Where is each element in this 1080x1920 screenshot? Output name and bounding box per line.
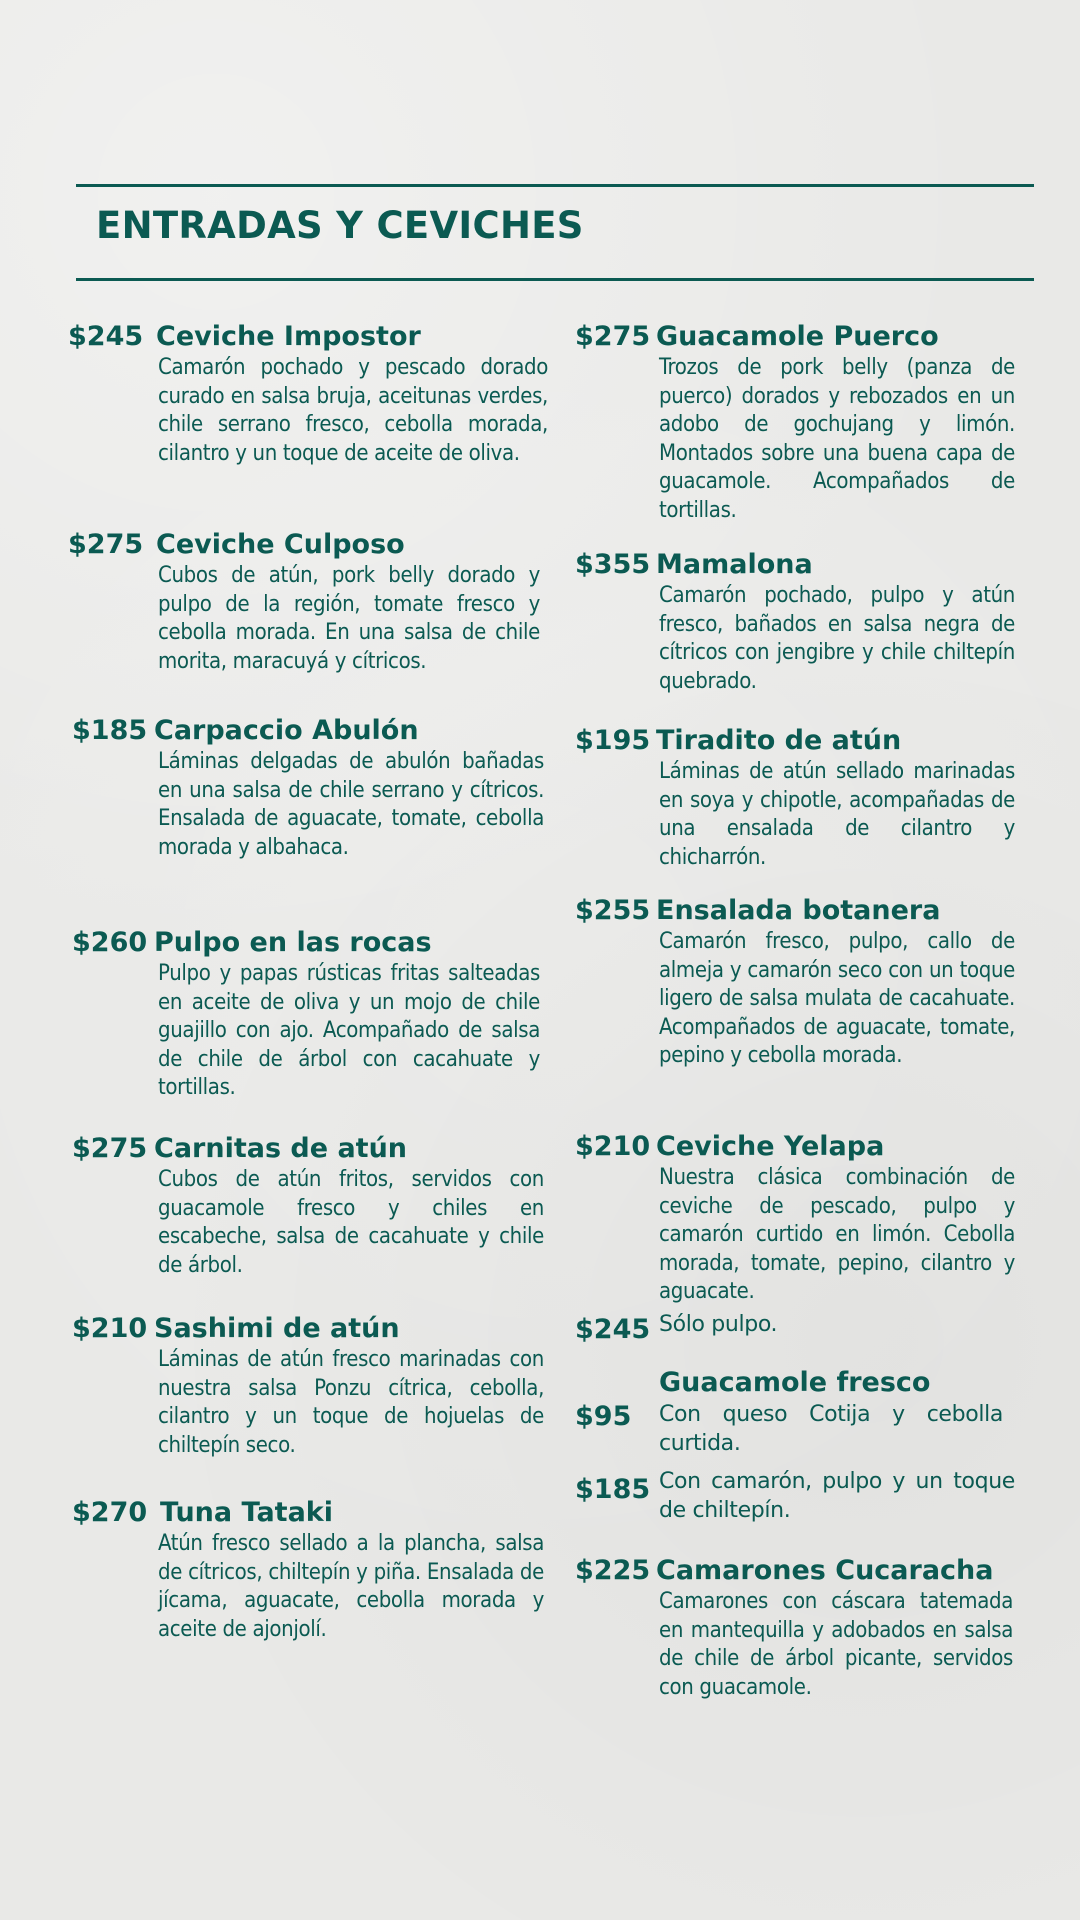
item-price: $270 xyxy=(72,1497,148,1528)
bottom-divider xyxy=(76,278,1034,281)
item-description: Láminas de atún sellado marinadas en soya y chipotle, acompañadas de una ensalada de cilantro y chicharrón. xyxy=(659,759,1015,870)
item-price: $245 xyxy=(68,321,144,352)
item-price: $185 xyxy=(72,715,148,746)
variant-text: Sólo pulpo. xyxy=(659,1312,778,1337)
item-price: $195 xyxy=(575,725,651,756)
item-price: $210 xyxy=(575,1131,651,1162)
item-name: Ceviche Impostor xyxy=(156,321,421,352)
item-price: $210 xyxy=(72,1313,148,1344)
top-divider xyxy=(76,184,1034,187)
variant-price: $245 xyxy=(575,1314,651,1345)
option-text: Con queso Cotija y cebolla curtida. xyxy=(659,1402,1003,1456)
item-name: Camarones Cucaracha xyxy=(656,1555,994,1586)
item-name: Guacamole fresco xyxy=(659,1367,931,1398)
item-name: Ensalada botanera xyxy=(656,895,941,926)
option-price: $185 xyxy=(575,1474,651,1505)
item-name: Tuna Tataki xyxy=(160,1497,334,1528)
menu-item xyxy=(72,714,550,862)
option-text: Con camarón, pulpo y un toque de chiltepín. xyxy=(659,1469,1015,1523)
menu-item xyxy=(68,320,550,468)
menu-item xyxy=(575,320,1015,526)
item-name: Pulpo en las rocas xyxy=(154,927,432,958)
item-name: Tiradito de atún xyxy=(656,725,902,756)
item-price: $275 xyxy=(72,1133,148,1164)
item-price: $225 xyxy=(575,1555,651,1586)
item-description: Camarones con cáscara tatemada en mantequilla y adobados en salsa de chile de árbol picante, servidos con guacamole. xyxy=(659,1589,1013,1700)
section-title: ENTRADAS Y CEVICHES xyxy=(96,204,584,247)
item-description: Pulpo y papas rústicas fritas salteadas en aceite de oliva y un mojo de chile guajillo con ajo. Acompañado de salsa de chile de árbol con cacahuate y tortillas. xyxy=(158,961,540,1101)
item-description: Trozos de pork belly (panza de puerco) dorados y rebozados en un adobo de gochujang y limón. Montados sobre una buena capa de guacamole. Acompañados de tortillas. xyxy=(659,355,1015,523)
item-description: Camarón fresco, pulpo, callo de almeja y camarón seco con un toque ligero de salsa mulata de cacahuate. Acompañados de aguacate, tomate, pepino y cebolla morada. xyxy=(659,929,1015,1069)
option-price: $95 xyxy=(575,1401,632,1432)
item-price: $275 xyxy=(68,529,144,560)
item-price: $275 xyxy=(575,321,651,352)
item-name: Carnitas de atún xyxy=(154,1133,408,1164)
item-description: Láminas delgadas de abulón bañadas en una salsa de chile serrano y cítricos. Ensalada de aguacate, tomate, cebolla morada y albahaca. xyxy=(158,749,544,860)
menu-item xyxy=(72,1132,550,1280)
item-description: Atún fresco sellado a la plancha, salsa de cítricos, chiltepín y piña. Ensalada de jícama, aguacate, cebolla morada y aceite de ajonjolí. xyxy=(158,1531,544,1642)
item-description: Nuestra clásica combinación de ceviche de pescado, pulpo y camarón curtido en limón. Cebolla morada, tomate, pepino, cilantro y aguacate. xyxy=(659,1165,1015,1305)
item-name: Sashimi de atún xyxy=(154,1313,400,1344)
item-description: Camarón pochado, pulpo y atún fresco, bañados en salsa negra de cítricos con jengibre y chile chiltepín quebrado. xyxy=(659,583,1015,694)
menu-item xyxy=(575,724,1015,872)
menu-item xyxy=(68,528,550,676)
item-description: Cubos de atún fritos, servidos con guacamole fresco y chiles en escabeche, salsa de cacahuate y chile de árbol. xyxy=(158,1167,544,1278)
item-description: Láminas de atún fresco marinadas con nuestra salsa Ponzu cítrica, cebolla, cilantro y un toque de hojuelas de chiltepín seco. xyxy=(158,1347,544,1458)
item-name: Mamalona xyxy=(656,549,813,580)
menu-item xyxy=(575,1130,1015,1307)
menu-item xyxy=(72,1496,550,1644)
menu-item xyxy=(575,894,1015,1071)
item-price: $255 xyxy=(575,895,651,926)
menu-item xyxy=(72,1312,550,1460)
menu-item xyxy=(72,926,550,1103)
item-price: $260 xyxy=(72,927,148,958)
item-description: Camarón pochado y pescado dorado curado en salsa bruja, aceitunas verdes, chile serrano fresco, cebolla morada, cilantro y un toque de aceite de oliva. xyxy=(158,355,548,466)
item-price: $355 xyxy=(575,549,651,580)
item-name: Ceviche Culposo xyxy=(156,529,405,560)
item-description: Cubos de atún, pork belly dorado y pulpo de la región, tomate fresco y cebolla morada. En una salsa de chile morita, maracuyá y cítricos. xyxy=(158,563,540,674)
menu-item xyxy=(575,548,1015,696)
item-name: Guacamole Puerco xyxy=(656,321,939,352)
item-name: Ceviche Yelapa xyxy=(656,1131,885,1162)
item-name: Carpaccio Abulón xyxy=(154,715,419,746)
menu-item xyxy=(575,1554,1015,1702)
